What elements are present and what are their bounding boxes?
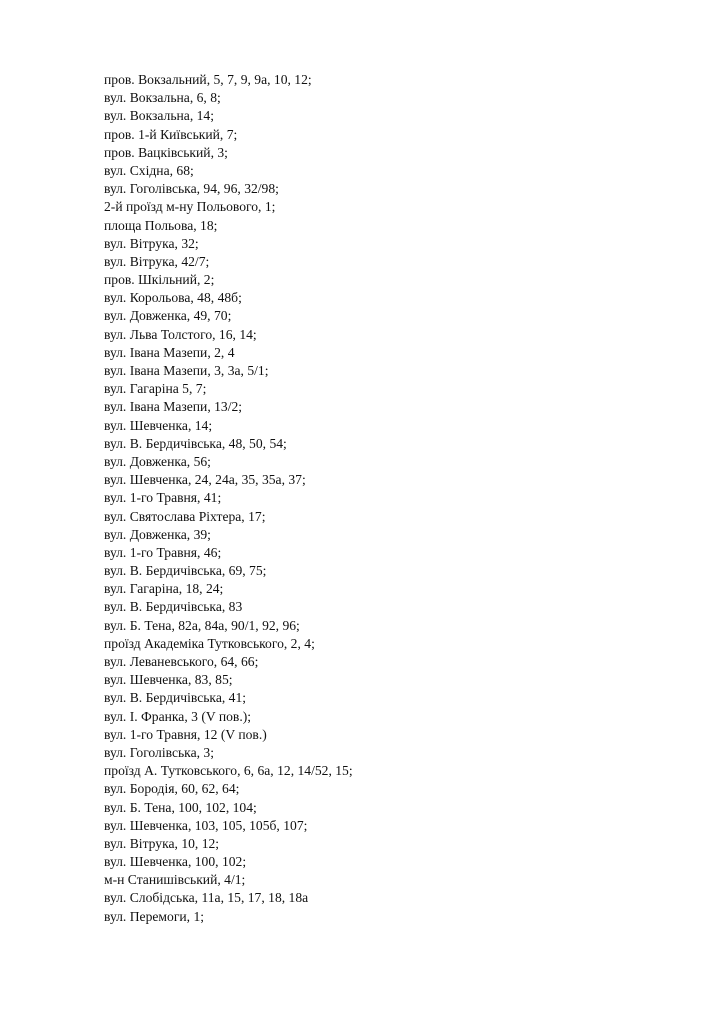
address-line: вул. Гагаріна 5, 7; [104, 381, 207, 397]
address-line: вул. Вокзальна, 6, 8; [104, 90, 221, 106]
address-list [104, 71, 353, 926]
address-line: вул. Довженка, 56; [104, 453, 211, 469]
address-line: вул. Вітрука, 42/7; [104, 253, 210, 269]
address-line: вул. Східна, 68; [104, 162, 194, 178]
address-line: вул. В. Бердичівська, 83 [104, 599, 243, 615]
address-line: вул. 1-го Травня, 41; [104, 490, 222, 506]
address-line: вул. Шевченка, 24, 24а, 35, 35а, 37; [104, 472, 306, 488]
address-line: вул. Б. Тена, 82а, 84а, 90/1, 92, 96; [104, 617, 300, 633]
address-line: вул. Довженка, 39; [104, 526, 211, 542]
address-line: вул. Б. Тена, 100, 102, 104; [104, 799, 257, 815]
address-line: вул. 1-го Травня, 46; [104, 544, 222, 560]
address-line: вул. Гоголівська, 3; [104, 744, 214, 760]
address-line: вул. І. Франка, 3 (V пов.); [104, 708, 252, 724]
address-line: вул. Шевченка, 14; [104, 417, 213, 433]
address-line: пров. Вацківський, 3; [104, 144, 228, 160]
address-line: проїзд А. Тутковського, 6, 6а, 12, 14/52, 15; [104, 763, 353, 779]
address-line: вул. В. Бердичівська, 69, 75; [104, 563, 267, 579]
address-line: пров. 1-й Київський, 7; [104, 126, 238, 142]
address-line: вул. Гоголівська, 94, 96, 32/98; [104, 181, 279, 197]
address-line: пров. Шкільний, 2; [104, 272, 215, 288]
address-line: вул. Вітрука, 10, 12; [104, 835, 220, 851]
address-line: вул. Івана Мазепи, 3, 3а, 5/1; [104, 363, 269, 378]
address-line: вул. Бородія, 60, 62, 64; [104, 781, 240, 797]
address-line: площа Польова, 18; [104, 217, 218, 233]
address-line: вул. Вітрука, 32; [104, 235, 199, 251]
address-line: вул. Леваневського, 64, 66; [104, 654, 259, 669]
address-line: вул. В. Бердичівська, 41; [104, 690, 247, 706]
address-line: 2-й проїзд м-ну Польового, 1; [104, 199, 276, 215]
address-line: вул. Шевченка, 100, 102; [104, 854, 247, 870]
address-line: вул. Довженка, 49, 70; [104, 308, 232, 324]
address-line: вул. 1-го Травня, 12 (V пов.) [104, 726, 267, 742]
address-line: м-н Станишівський, 4/1; [104, 872, 246, 888]
address-line: вул. Івана Мазепи, 13/2; [104, 399, 243, 415]
address-line: вул. Льва Толстого, 16, 14; [104, 326, 257, 342]
address-line: вул. Івана Мазепи, 2, 4 [104, 344, 235, 360]
address-line: вул. Слобідська, 11а, 15, 17, 18, 18а [104, 890, 309, 906]
address-line: вул. Перемоги, 1; [104, 908, 205, 924]
address-line: вул. В. Бердичівська, 48, 50, 54; [104, 435, 287, 451]
address-line: вул. Шевченка, 83, 85; [104, 672, 233, 688]
address-line: пров. Вокзальний, 5, 7, 9, 9а, 10, 12; [104, 72, 312, 87]
address-line: вул. Вокзальна, 14; [104, 108, 215, 124]
address-line: вул. Шевченка, 103, 105, 105б, 107; [104, 817, 308, 833]
address-line: вул. Корольова, 48, 48б; [104, 290, 242, 306]
address-line: проїзд Академіка Тутковського, 2, 4; [104, 635, 315, 651]
address-line: вул. Гагаріна, 18, 24; [104, 581, 224, 597]
address-line: вул. Святослава Ріхтера, 17; [104, 508, 266, 524]
